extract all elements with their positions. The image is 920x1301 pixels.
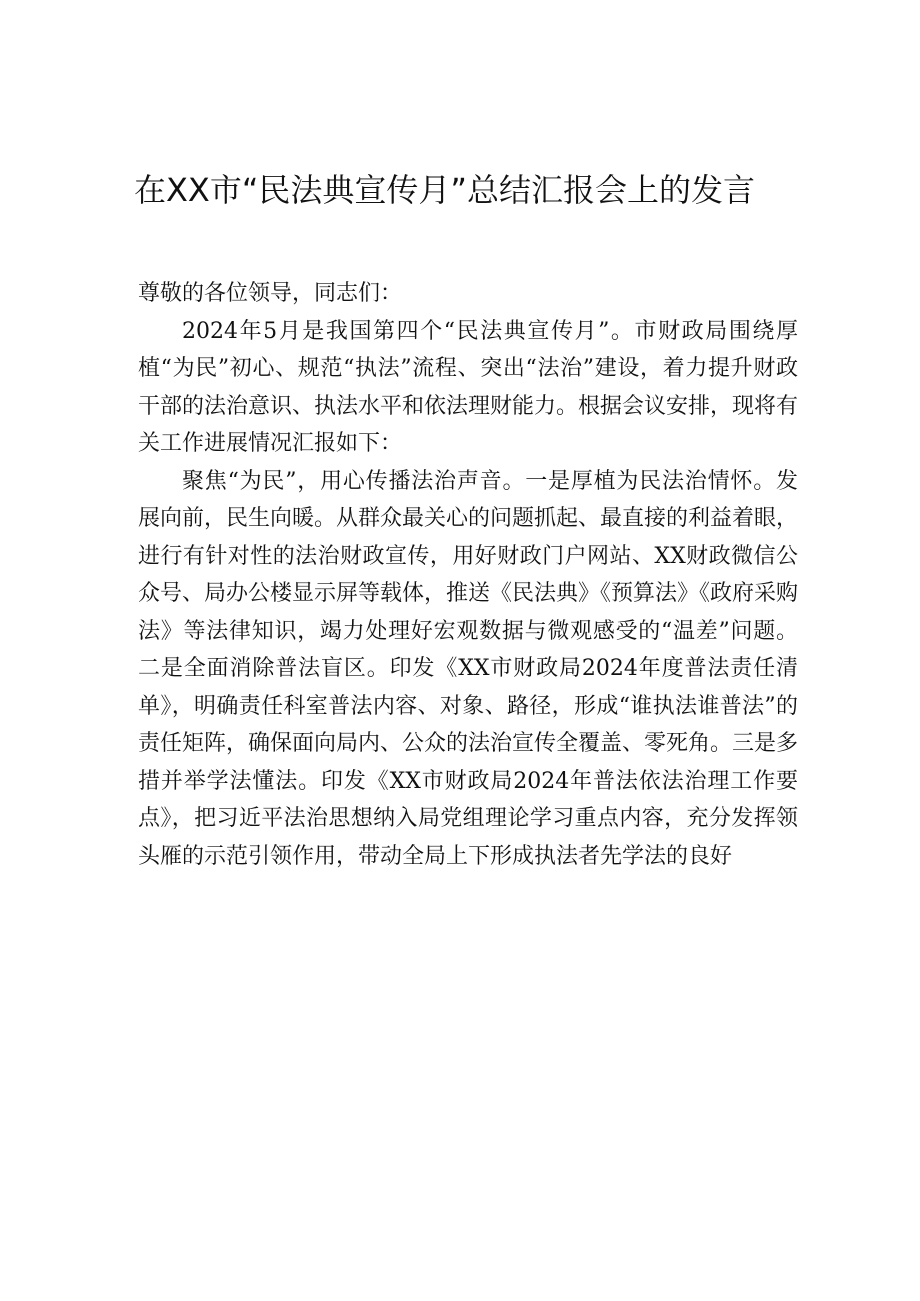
paragraph-intro: 2024年5月是我国第四个“民法典宣传月”。市财政局围绕厚植“为民”初心、规范“执法”流程、突出“法治”建设，着力提升财政干部的法治意识、执法水平和依法理财能力。根据会议安排，现将有关工作进展情况汇报如下：: [138, 318, 799, 456]
document-body: [138, 275, 798, 875]
salutation: 尊敬的各位领导，同志们：: [138, 281, 403, 306]
document-title: 在XX市“民法典宣传月”总结汇报会上的发言: [134, 171, 756, 209]
paragraph-focus-people: 聚焦“为民”，用心传播法治声音。一是厚植为民法治情怀。发展向前，民生向暖。从群众最关心的问题抓起、最直接的利益着眼，进行有针对性的法治财政宣传，用好财政门户网站、XX财政微信公众号、局办公楼显示屏等载体，推送《民法典》《预算法》《政府采购法》等法律知识，竭力处理好宏观数据与微观感受的“温差”问题。二是全面消除普法盲区。印发《XX市财政局2024年度普法责任清单》，明确责任科室普法内容、对象、路径，形成“谁执法谁普法”的责任矩阵，确保面向局内、公众的法治宣传全覆盖、零死角。三是多措并举学法懂法。印发《XX市财政局2024年普法依法治理工作要点》，把习近平法治思想纳入局党组理论学习重点内容，充分发挥领头雁的示范引领作用，带动全局上下形成执法者先学法的良好: [138, 468, 799, 869]
